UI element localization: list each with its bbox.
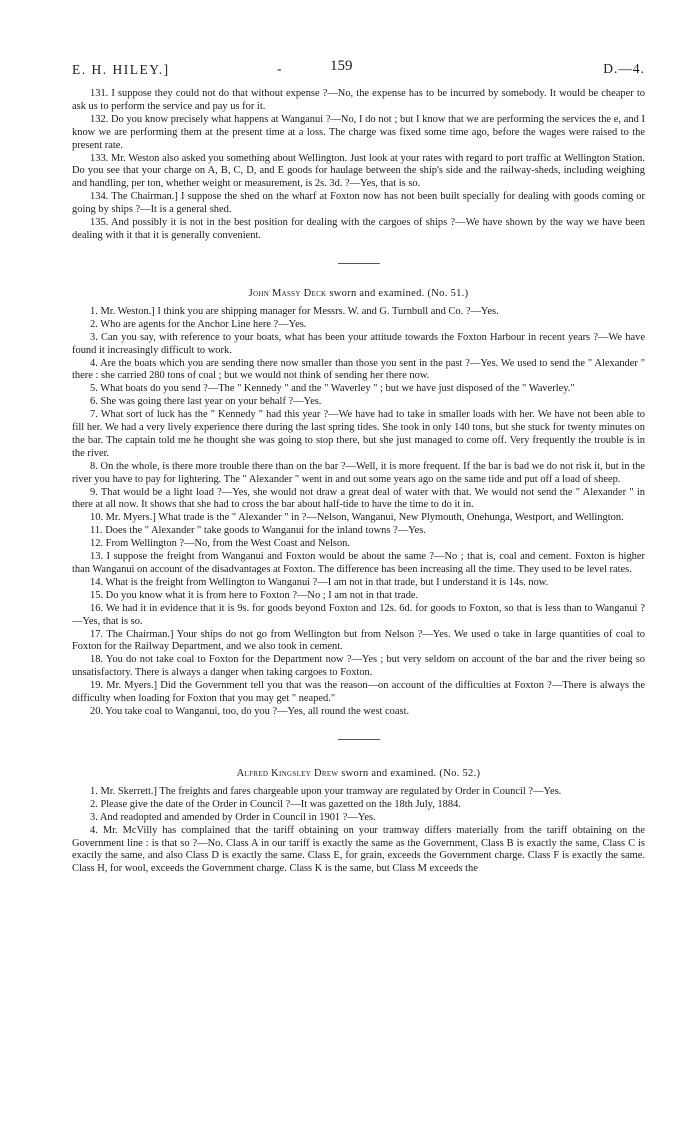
section-divider [338,739,380,740]
paragraph-4: 4. Mr. McVilly has complained that the tariff obtaining on your tramway differs materially from the tariff obtaining on the Government line : is that so ?—No. Class A in our tariff is exactly the same as the Government, Class B is exactly the same, Class C is exactly the same, and also Class D is exactly the same. Class E, for grain, exceeds the Government charge. Class F is exactly the same. Class H, for wool, exceeds the Government charge. Class K is the same, but Class M exceeds the [72,824,645,875]
paragraph-133: 133. Mr. Weston also asked you something about Wellington. Just look at your rates with regard to port traffic at Wellington Station. Do you see that your charge on A, B, C, D, and E goods for haulage between the ship's side and the railway-sheds, including weighing and handling, per ton, whether weight or measurement, is 2s. 3d. ?—Yes, that is so. [72,152,645,190]
section-divider [338,263,380,264]
paragraph-2: 2. Who are agents for the Anchor Line here ?—Yes. [90,318,307,330]
paragraph-1: 1. Mr. Skerrett.] The freights and fares chargeable upon your tramway are regulated by Order in Council ?—Yes. [90,785,562,797]
page-header [72,0,645,88]
paragraph-6: 6. She was going there last year on your behalf ?—Yes. [90,396,322,408]
paragraph-131: 131. I suppose they could not do that without expense ?—No, the expense has to be incurred by somebody. It would be cheaper to ask us to perform the service and pay us for it. [72,88,645,112]
paragraph-7: 7. What sort of luck has the " Kennedy " had this year ?—We have had to take in smaller loads with her. We have not been able to fill her. We had a very lively experience there during the last spring tides. She took in only 140 tons, but she stuck for twenty minutes on the bar. The captain told me he thought she was going to stop there, but she just managed to come off. Very frequently the trouble is in the river. [72,409,645,459]
paragraph-13: 13. I suppose the freight from Wanganui and Foxton would be about the same ?—No ; that is, coal and cement. Foxton is higher than Wanganui on account of the disadvantages at Foxton. The difference has been increasing all the time. They used to be level rates. [72,551,645,575]
paragraph-10: 10. Mr. Myers.] What trade is the " Alexander " in ?—Nelson, Wanganui, New Plymouth, Onehunga, Westport, and Wellington. [90,512,624,524]
witness-heading-rest: sworn and examined. (No. 51.) [326,287,469,299]
witness-heading-rest: sworn and examined. (No. 52.) [338,767,481,779]
paragraph-18: 18. You do not take coal to Foxton for the Department now ?—Yes ; but very seldom on account of the bar and the river being so unsatisfactory. There is always a danger when taking cargoes to Foxton. [72,654,645,679]
paragraph-12: 12. From Wellington ?—No, from the West Coast and Nelson. [90,538,351,550]
witness-name: Alfred Kingsley Drew [236,767,339,779]
paragraph-15: 15. Do you know what it is from here to Foxton ?—No ; I am not in that trade. [90,589,419,601]
paragraph-14: 14. What is the freight from Wellington to Wanganui ?—I am not in that trade, but I understand it is 14s. now. [90,576,549,588]
paragraph-16: 16. We had it in evidence that it is 9s. for goods beyond Foxton and 12s. 6d. for goods to Foxton, so that is less than to Wanganui ?—Yes, that is so. [72,602,645,627]
evidence-section-drew [72,786,645,876]
paragraph-3: 3. Can you say, with reference to your boats, what has been your attitude towards the Foxton Harbour in recent years ?—We have found it increasingly difficult to work. [72,331,645,356]
paragraph-5: 5. What boats do you send ?—The " Kennedy " and the " Waverley " ; but we have just disposed of the " Waverley." [90,383,575,395]
paragraph-132: 132. Do you know precisely what happens at Wanganui ?—No, I do not ; but I know that we are performing the services the e, and I know we are performing them at the present time at a loss. The charge was fixed some time ago, before the wages were raised to the present rate. [72,113,645,151]
witness-name: John Massy Deck [248,287,327,299]
witness-heading-deck [72,288,645,299]
header-dash: - [277,61,282,76]
paragraph-1: 1. Mr. Weston.] I think you are shipping manager for Messrs. W. and G. Turnbull and Co. ?—Yes. [90,305,499,317]
evidence-section-deck [72,306,645,719]
evidence-section-hiley [72,88,645,243]
paragraph-8: 8. On the whole, is there more trouble there than on the bar ?—Well, it is more frequent. If the bar is bad we do not risk it, but in the river you have to pay for lightering. The " Alexander " went in and out some years ago on the same tide and put off a load of sheep. [72,460,645,485]
paragraph-19: 19. Mr. Myers.] Did the Government tell you that was the reason—on account of the difficulties at Foxton ?—There is always the difficulty when loading for Foxton that you may get " neaped." [72,680,645,705]
paragraph-9: 9. That would be a light load ?—Yes, she would not draw a great deal of water with that. We would not send the " Alexander " in there at all now. It shows that she had to cross the bar about half-tide to have the time to do it in. [72,486,645,511]
paragraph-11: 11. Does the " Alexander " take goods to Wanganui for the inland towns ?—Yes. [90,525,426,537]
paragraph-134: 134. The Chairman.] I suppose the shed on the wharf at Foxton now has not been built specially for dealing with goods coming or going by ships ?—It is a general shed. [72,191,645,216]
paragraph-4: 4. Are the boats which you are sending there now smaller than those you sent in the past ?—Yes. We used to send the " Alexander " there : she carried 280 tons of coal ; but we would not think of sending her there now. [72,357,645,382]
witness-heading-drew [72,768,645,779]
paragraph-20: 20. You take coal to Wanganui, too, do you ?—Yes, all round the west coast. [90,705,410,717]
paragraph-17: 17. The Chairman.] Your ships do not go from Wellington but from Nelson ?—Yes. We used o take in large quantities of coal to Foxton for the Railway Department, and we also took in cement. [72,628,645,653]
paragraph-135: 135. And possibly it is not in the best position for dealing with the cargoes of ships ?—We have shown by the way we have been dealing with it that it is generally convenient. [72,217,645,241]
paragraph-3: 3. And readopted and amended by Order in Council in 1901 ?—Yes. [90,811,376,823]
paragraph-2: 2. Please give the date of the Order in Council ?—It was gazetted on the 18th July, 1884. [90,798,461,810]
document-reference: D.—4. [603,61,645,76]
running-head-author: E. H. HILEY.] [72,62,170,77]
page-number: 159 [330,58,353,74]
